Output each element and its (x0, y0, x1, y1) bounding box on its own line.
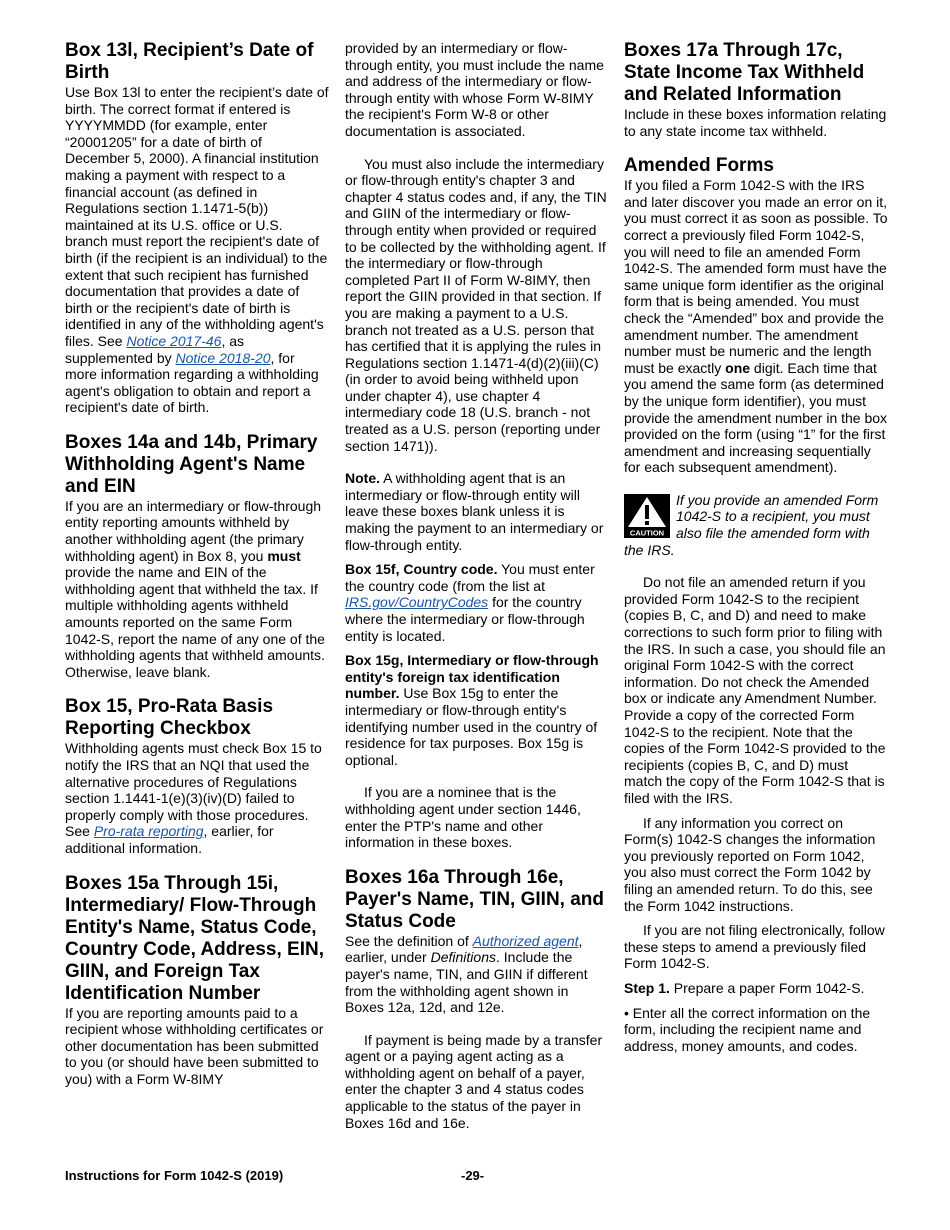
link-notice-2018-20[interactable]: Notice 2018-20 (175, 349, 271, 366)
column-left (65, 40, 329, 1088)
heading-box-13l: Box 13l, Recipient’s Date of Birth (65, 40, 314, 83)
paragraph-amended-4: If you are not filing electronically, follow these steps to amend a previously filed Form 1042-S. (624, 922, 885, 972)
paragraph-amended-2: Do not file an amended return if you provided Form 1042-S to the recipient (copies B, C, and D) and need to make corrections to such form prior to filing with the IRS. In such a case, you should file an original Form 1042-S with the correct information. Do not check the Amended box or indicate any Amendment Number. Provide a copy of the corrected Form 1042-S to the recipient. Note that the copies of the Form 1042-S provided to the recipients (copies B, C, and D) must match the copy of the Form 1042-S that is filed with the IRS. (624, 574, 886, 806)
heading-boxes-17a-17c: Boxes 17a Through 17c, State Income Tax Withheld and Related Information (624, 40, 865, 105)
paragraph-status-codes: You must also include the intermediary or flow-through entity's chapter 3 and chapter 4 status codes and, if any, the TIN and GIIN of the intermediary or flow-through entity when provided or required to be collected by the withholding agent. If the intermediary or flow-through completed Part II of Form W-8IMY, then report the GIIN provided in that section. If you are making a payment to a U.S. branch not treated as a U.S. person that has certified that it is applying the rules in Regulations section 1.1471-4(d)(2)(iii)(C) (in order to avoid being withheld upon under chapter 4), use chapter 4 intermediary code 18 (U.S. branch - not treated as a U.S. person (reporting under section 1471)). (345, 155, 607, 454)
paragraph-intermediary-continued: provided by an intermediary or flow-through entity, you must include the name and address of the intermediary or flow-through entity with whose Form W-8IMY the recipient's Form W-8 or other documentation is associated. (345, 40, 604, 139)
caution-label: CAUTION (629, 528, 665, 538)
paragraph-box-15f: Box 15f, Country code. You must enter the country code (from the list at IRS.gov/CountryCodes for the country where the intermediary or flow-through entity is located. (345, 561, 595, 644)
heading-boxes-15a-15i: Boxes 15a Through 15i, Intermediary/ Flow-Through Entity's Name, Status Code, Country Code, Address, EIN, GIIN, and Foreign Tax Identification Number (65, 872, 324, 1004)
footer-title: Instructions for Form 1042-S (2019) (65, 1168, 284, 1183)
caution-note (624, 492, 889, 558)
heading-amended-forms: Amended Forms (624, 155, 774, 177)
link-notice-2017-46[interactable]: Notice 2017-46 (126, 332, 222, 349)
heading-boxes-16a-16e: Boxes 16a Through 16e, Payer's Name, TIN, GIIN, and Status Code (345, 866, 604, 932)
bullet-icon: • (624, 1004, 629, 1021)
link-pro-rata-reporting[interactable]: Pro-rata reporting (93, 823, 204, 840)
paragraph-boxes-14: If you are an intermediary or flow-through entity reporting amounts withheld by another withholding agent (the primary withholding agent) in Box 8, you must provide the name and EIN of the withholding agent that withheld the tax. If multiple withholding agents withheld amounts reported on the same Form 1042-S, report the name of any one of the withholding agents that withheld amounts. Otherwise, leave blank. (65, 497, 325, 680)
paragraph-boxes-16: See the definition of Authorized agent, earlier, under Definitions. Include the payer's name, TIN, and GIIN if different from the withholding agent shown in Boxes 12a, 12d, and 12e. (345, 932, 588, 1016)
paragraph-boxes-17: Include in these boxes information relating to any state income tax withheld. (624, 106, 887, 139)
paragraph-box-15g: Box 15g, Intermediary or flow-through entity's foreign tax identification number. Use Box 15g to enter the intermediary or flow-through entity's identifying number used in the country of residence for tax purposes. Box 15g is optional. (345, 652, 599, 768)
page-number: -29- (461, 1168, 485, 1183)
paragraph-amended-3: If any information you correct on Form(s) 1042-S changes the information you previously reported on Form 1042, you also must correct the Form 1042 by filing an amended return. To do this, see the Form 1042 instructions. (624, 814, 876, 914)
paragraph-amended-1: If you filed a Form 1042-S with the IRS and later discover you made an error on it, you must correct it as soon as possible. To correct a previously filed Form 1042-S, you will need to file an amended Form 1042-S. The amended form must have the same unique form identifier as the original form that is being amended. You must check the “Amended” box and provide the amendment number. The amendment number must be numeric and the length must be exactly one digit. Each time that you amend the same form (as determined by the unique form identifier), you must provide the amendment number in the box provided on the form (using “1” for the first amendment and increasing sequentially for each subsequent amendment). (624, 177, 888, 476)
paragraph-nominee: If you are a nominee that is the withholding agent under section 1446, enter the PTP's name and other information in these boxes. (345, 784, 581, 851)
column-middle (345, 40, 609, 1131)
bullet-item: • Enter all the correct information on the form, including the recipient name and address, money amounts, and codes. (624, 1004, 871, 1054)
paragraph-box-15: Withholding agents must check Box 15 to notify the IRS that an NQI that used the alternative procedures of Regulations section 1.1441-1(e)(3)(iv)(D) failed to properly comply with those procedures. See Pro-rata reporting, earlier, for additional information. (65, 740, 322, 856)
paragraph-box-13l: Use Box 13l to enter the recipient’s date of birth. The correct format if entered is YYYYMMDD (for example, enter “20001205” for a date of birth of December 5, 2000). A financial institution making a payment with respect to a financial account (as defined in Regulations section 1.1471-5(b)) maintained at its U.S. office or U.S. branch must report the recipient's date of birth (if the recipient is an individual) to the extent that such recipient has furnished documentation that provides a date of birth or the recipient's date of birth is identified in any of the withholding agent's files. See Notice 2017-46, as supplemented by Notice 2018-20, for more information regarding a withholding agent's obligation to obtain and report a recipient's date of birth. (65, 84, 329, 416)
paragraph-note: Note. A withholding agent that is an intermediary or flow-through entity will leave these boxes blank unless it is making the payment to an intermediary or flow-through entity. (345, 470, 604, 553)
paragraph-transfer-agent: If payment is being made by a transfer agent or a paying agent acting as a withholding agent on behalf of a payer, enter the chapter 3 and 4 status codes applicable to the status of the payer in Boxes 16d and 16e. (345, 1031, 603, 1131)
caution-icon (624, 494, 670, 538)
caution-text: If you provide an amended Form 1042-S to a recipient, you must also file the amended form with the IRS. (624, 491, 879, 558)
link-authorized-agent[interactable]: Authorized agent (472, 932, 579, 949)
paragraph-step-1: Step 1. Prepare a paper Form 1042-S. (624, 979, 865, 996)
link-irs-country-codes[interactable]: IRS.gov/CountryCodes (345, 594, 489, 611)
heading-box-15: Box 15, Pro-Rata Basis Reporting Checkbox (65, 696, 274, 740)
column-right (624, 40, 889, 1054)
heading-boxes-14a-14b: Boxes 14a and 14b, Primary Withholding Agent's Name and EIN (65, 431, 318, 497)
paragraph-boxes-15a: If you are reporting amounts paid to a recipient whose withholding certificates or other documentation has been submitted to you (or should have been submitted to you) with a Form W-8IMY (65, 1004, 324, 1087)
